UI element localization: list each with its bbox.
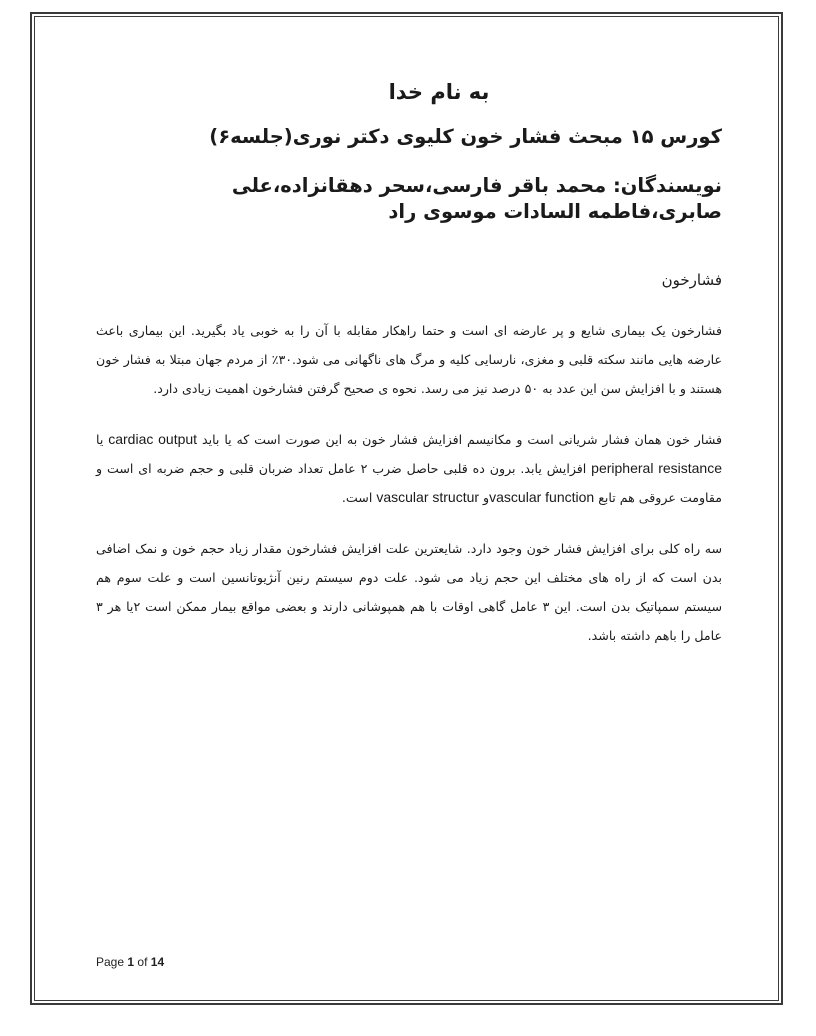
heading-authors: نویسندگان: محمد باقر فارسی،سحر دهقانزاده،علی صابری،فاطمه السادات موسوی راد — [231, 174, 722, 223]
paragraph-2-part-1: فشار خون همان فشار شریانی است و مکانیسم افزایش فشار خون به این صورت است که یا باید — [197, 432, 722, 447]
heading-course-title: کورس ۱۵ مبحث فشار خون کلیوی دکتر نوری(جلسه۶) — [209, 125, 722, 148]
footer-page-label: Page — [96, 955, 125, 969]
term-peripheral-resistance: peripheral resistance — [591, 460, 723, 476]
paragraph-2-part-3: افزایش یابد. برون ده قلبی حاصل ضرب ۲ عامل تعداد ضربان قلبی و حجم ضربه ای است و مقاومت عروقی هم تابع — [96, 461, 722, 505]
paragraph-2-part-5: است. — [341, 490, 377, 505]
footer-of-label: of — [137, 955, 148, 969]
paragraph-2 — [96, 425, 722, 512]
paragraph-1: فشارخون یک بیماری شایع و پر عارضه ای است و حتما راهکار مقابله با آن را به خوبی یاد بگیرید. این بیماری باعث عارضه هایی مانند سکته قلبی و مغزی، نارسایی کلیه و مرگ های ناگهانی می شود.۳۰٪ از مردم جهان مبتلا به فشار خون هستند و با افزایش سن این عدد به ۵۰ درصد نیز می رسد. نحوه ی صحیح گرفتن فشارخون اهمیت زیادی دارد. — [96, 323, 722, 396]
heading-bismillah: به نام خدا — [388, 80, 490, 104]
paragraph-3: سه راه کلی برای افزایش فشار خون وجود دارد. شایعترین علت افزایش فشارخون مقدار زیاد حجم خون و نمک اضافی بدن است که از راه های مختلف این حجم زیاد می شود. علت دوم سیستم رنین آنژیوتانسین است و علت سوم هم سیستم سمپاتیک بدن است. این ۳ عامل گاهی اوقات با هم همپوشانی دارند و بعضی مواقع بیمار ممکن است ۲یا هر ۳ عامل را باهم داشته باشد. — [96, 541, 722, 643]
paragraph-2-part-4: و — [479, 490, 490, 505]
body-text — [96, 316, 722, 672]
paragraph-2-part-2: یا — [96, 432, 109, 447]
term-cardiac-output: cardiac output — [108, 431, 198, 447]
footer-page-number: 1 — [127, 955, 135, 969]
footer-page-total: 14 — [150, 955, 165, 969]
section-title: فشارخون — [661, 271, 722, 289]
term-vascular-structure: vascular structur — [376, 489, 480, 505]
title-block — [96, 80, 722, 224]
page-footer — [96, 955, 164, 969]
term-vascular-function: vascular function — [489, 489, 595, 505]
